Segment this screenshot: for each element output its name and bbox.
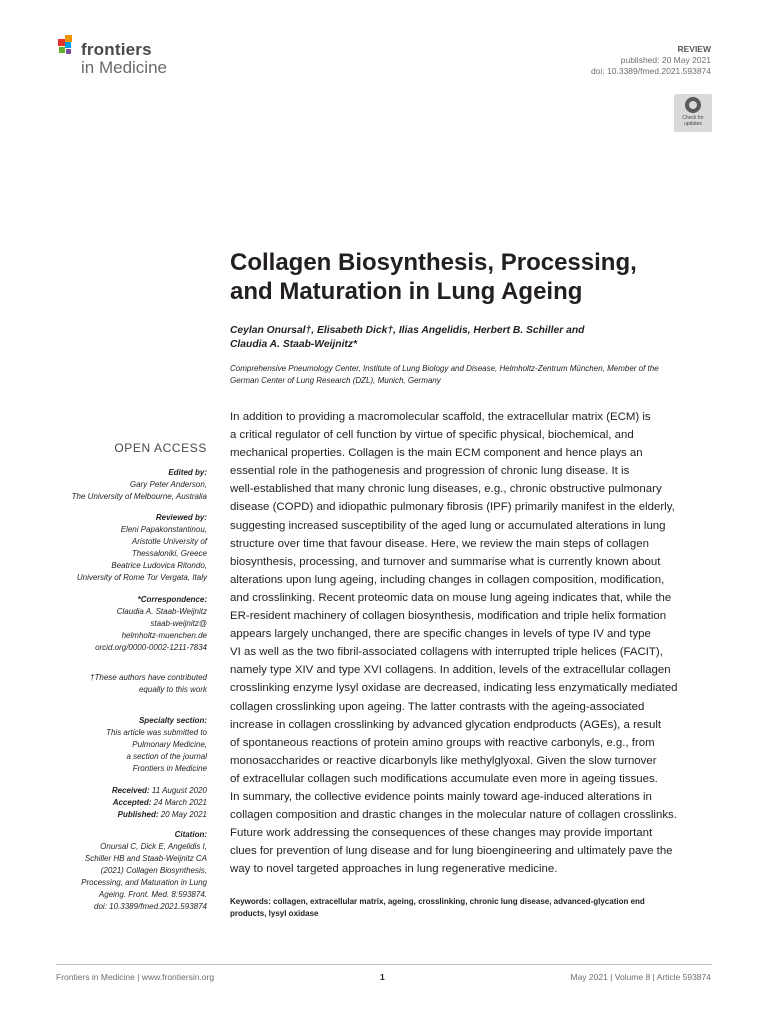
- citation-doi[interactable]: doi: 10.3389/fmed.2021.593874: [94, 902, 207, 911]
- check-updates-icon: [685, 97, 701, 113]
- abstract-line: suggesting increased susceptibility of the aged lung or accumulated alterations in lung: [230, 519, 666, 532]
- abstract-line: collagen composition and drastic changes in the molecular nature of collagen crosslinks.: [230, 809, 677, 822]
- contribution-note: [56, 672, 207, 696]
- badge-line: Check for: [682, 115, 704, 121]
- abstract-line: In summary, the collective evidence points mainly toward age-induced alterations in: [230, 790, 652, 803]
- abstract-line: ER-resident machinery of collagen biosynthesis, modification and triple helix formation: [230, 610, 667, 623]
- author-line: Ceylan Onursal†, Elisabeth Dick†, Ilias Angelidis, Herbert B. Schiller and: [230, 325, 585, 336]
- affiliation-line: Comprehensive Pneumology Center, Institute of Lung Biology and Disease, Helmholtz-Zentrum München, Member of the: [230, 364, 659, 373]
- date-accepted: Accepted: 24 March 2021: [112, 798, 207, 807]
- badge-line: updates: [684, 121, 702, 127]
- sidebar-line: †These authors have contributed: [90, 673, 207, 682]
- reviewed-by-section: [56, 512, 207, 584]
- section-heading: Specialty section:: [138, 716, 207, 725]
- sidebar-line: The University of Melbourne, Australia: [71, 492, 207, 501]
- abstract-line: biosynthesis, processing, and turnover and summarise what is currently known about: [230, 555, 661, 568]
- abstract-line: In addition to providing a macromolecular scaffold, the extracellular matrix (ECM) is: [230, 411, 651, 423]
- specialty-section: [56, 715, 207, 775]
- date-received: Received: 11 August 2020: [111, 786, 207, 795]
- abstract-line: structure over time that favour disease. Here, we review the main steps of collagen: [230, 537, 649, 550]
- author-list: [230, 324, 710, 352]
- affiliation-line: German Center of Lung Research (DZL), Munich, Germany: [230, 376, 441, 385]
- abstract-line: of spontaneous reactions of protein amino groups with reactive carbonyls, e.g., from: [230, 736, 655, 749]
- orcid-link[interactable]: orcid.org/0000-0002-1211-7834: [95, 643, 207, 652]
- title-line: and Maturation in Lung Ageing: [230, 278, 583, 305]
- edited-by-section: [56, 467, 207, 503]
- abstract-line: clues for prevention of lung disease and for lung bioengineering and ultimately pave the: [230, 845, 673, 858]
- sidebar-line: Beatrice Ludovica Ritondo,: [111, 561, 207, 570]
- page-number: 1: [380, 972, 385, 982]
- sidebar-line: University of Rome Tor Vergata, Italy: [76, 573, 207, 582]
- keywords: [230, 896, 711, 920]
- section-heading: *Correspondence:: [137, 595, 207, 604]
- sidebar-line: a section of the journal: [126, 752, 207, 761]
- abstract-line: namely type XIV and type XVI collagens. In addition, levels of the extracellular collagen: [230, 664, 671, 677]
- abstract-line: collagen crosslinking upon ageing. The latter contrasts with the ageing-associated: [230, 700, 645, 713]
- section-heading: Edited by:: [168, 468, 207, 477]
- affiliation: [230, 363, 710, 387]
- open-access-label: OPEN ACCESS: [114, 441, 207, 455]
- section-heading: Reviewed by:: [155, 513, 207, 522]
- keywords-line: products, lysyl oxidase: [230, 909, 319, 918]
- sidebar-line: Processing, and Maturation in Lung: [81, 878, 207, 887]
- abstract-line: crosslinking enzyme lysyl oxidase are decreased, indicating less enzymatically mediated: [230, 682, 678, 695]
- keywords-line: Keywords: collagen, extracellular matrix, ageing, crosslinking, chronic lung disease, advanced-glycation end: [230, 897, 645, 906]
- correspondence-email[interactable]: staab-weijnitz@: [150, 619, 207, 628]
- check-for-updates-badge[interactable]: [674, 94, 712, 132]
- author-line: Claudia A. Staab-Weijnitz*: [230, 339, 358, 350]
- section-heading: Citation:: [174, 830, 207, 839]
- abstract-line: mechanical properties. Collagen is the main ECM component and hence plays an: [230, 447, 643, 460]
- abstract-line: Future work addressing the consequences of these changes may provide important: [230, 827, 653, 840]
- date-published: Published: 20 May 2021: [117, 810, 207, 819]
- sidebar-line: Pulmonary Medicine,: [132, 740, 207, 749]
- sidebar-line: Schiller HB and Staab-Weijnitz CA: [84, 854, 207, 863]
- sidebar-line: equally to this work: [138, 685, 207, 694]
- brand-name: frontiers: [81, 40, 152, 59]
- sidebar-line: Ageing. Front. Med. 8:593874.: [98, 890, 207, 899]
- published-date: published: 20 May 2021: [620, 55, 711, 65]
- abstract-line: well-established that many chronic lung diseases, e.g., chronic obstructive pulmonary: [230, 483, 662, 496]
- footer-journal-link[interactable]: Frontiers in Medicine | www.frontiersin.org: [56, 972, 215, 982]
- footer-issue-info: May 2021 | Volume 8 | Article 593874: [570, 972, 711, 982]
- correspondence-section: [56, 594, 207, 654]
- abstract: [230, 408, 711, 878]
- abstract-line: alterations upon lung ageing, including changes in collagen composition, modification,: [230, 573, 665, 586]
- dates-section: [56, 785, 207, 821]
- abstract-line: way to novel targeted approaches in lung regenerative medicine.: [230, 863, 558, 876]
- correspondence-email[interactable]: helmholtz-muenchen.de: [121, 631, 207, 640]
- article-header-info: [591, 44, 711, 77]
- footer-divider: [56, 964, 712, 965]
- brand-journal: in Medicine: [81, 58, 167, 77]
- abstract-line: appears largely unchanged, there are specific changes in levels of type IV and type: [230, 628, 651, 641]
- abstract-line: essential role in the pathogenesis and progression of chronic lung disease. It is: [230, 465, 630, 478]
- abstract-line: a critical regulator of cell function by virtue of specific physical, biochemical, and: [230, 429, 634, 442]
- abstract-line: increase in collagen crosslinking by advanced glycation endproducts (AGEs), a result: [230, 718, 662, 731]
- citation-section: [56, 829, 207, 913]
- abstract-line: disease (COPD) and idiopathic pulmonary fibrosis (IPF) primarily manifest in the elderly,: [230, 501, 675, 514]
- sidebar-line: Frontiers in Medicine: [132, 764, 207, 773]
- abstract-line: VI as well as the two fibril-associated collagens with interrupted triple helices (FACIT),: [230, 646, 663, 659]
- abstract-line: monosaccharides or reactive dicarbonyls like methylglyoxal. Given the slow turnover: [230, 754, 657, 767]
- article-type: REVIEW: [677, 44, 711, 54]
- frontiers-logo-icon: [56, 33, 80, 57]
- sidebar-line: Aristotle University of: [131, 537, 207, 546]
- sidebar-line: Eleni Papakonstantinou,: [120, 525, 207, 534]
- sidebar-line: Onursal C, Dick E, Angelidis I,: [100, 842, 207, 851]
- abstract-line: and crosslinking. Recent proteomic data on mouse lung ageing indicates that, while the: [230, 591, 672, 604]
- sidebar-line: This article was submitted to: [106, 728, 207, 737]
- sidebar-line: Claudia A. Staab-Weijnitz: [116, 607, 207, 616]
- sidebar-line: Thessaloniki, Greece: [131, 549, 207, 558]
- sidebar-line: Gary Peter Anderson,: [129, 480, 207, 489]
- abstract-line: of extracellular collagen such modifications accumulate even more in ageing tissues.: [230, 772, 658, 785]
- sidebar-line: (2021) Collagen Biosynthesis,: [100, 866, 207, 875]
- doi[interactable]: doi: 10.3389/fmed.2021.593874: [590, 66, 711, 76]
- article-title: [230, 248, 700, 306]
- title-line: Collagen Biosynthesis, Processing,: [230, 249, 637, 276]
